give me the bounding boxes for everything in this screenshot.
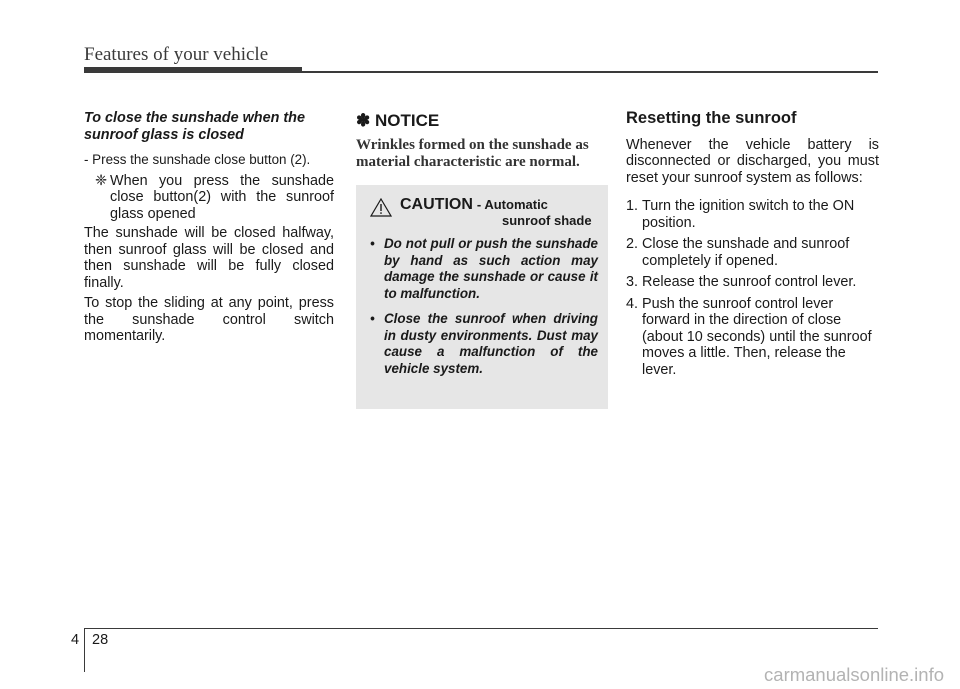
caution-box (356, 185, 608, 409)
caution-item (370, 236, 598, 302)
bullet: • (370, 311, 375, 326)
note-text: When you press the sunshade close button(2) with the sunroof glass opened (110, 172, 334, 222)
caution-item (370, 311, 598, 377)
resetting-sunroof-heading: Resetting the sunroof (626, 109, 797, 127)
caution-item-text: Close the sunroof when driving in dusty environments. Dust may cause a malfunction of the vehicle system. (384, 311, 598, 376)
caution-subtitle-line2: sunroof shade (502, 213, 592, 228)
caution-label: CAUTION (400, 195, 473, 213)
stop-sliding-paragraph: To stop the sliding at any point, press the sunshade control switch momentarily. (84, 295, 334, 344)
middle-column (356, 110, 608, 409)
press-button-instruction: - Press the sunshade close button (2). (84, 152, 311, 167)
note-mark: ❈ (95, 172, 108, 189)
step-item (626, 296, 879, 379)
notice-body: Wrinkles formed on the sunshade as material characteristic are normal. (356, 136, 589, 170)
step-number: 1. (626, 198, 639, 214)
right-column (626, 110, 879, 383)
step-text: Close the sunshade and sunroof completely if opened. (642, 236, 850, 269)
warning-triangle-icon (370, 198, 400, 222)
watermark: carmanualsonline.info (764, 664, 944, 685)
step-item (626, 274, 879, 291)
reset-intro: Whenever the vehicle battery is disconnected or discharged, you must reset your sunroof system as follows: (626, 136, 879, 186)
step-item (626, 236, 879, 269)
sunshade-paragraph: The sunshade will be closed halfway, then sunroof glass will be closed and then sunshade will be fully closed finally. (84, 225, 334, 291)
step-number: 4. (626, 295, 639, 312)
close-sunshade-heading: To close the sunshade when the sunroof glass is closed (84, 110, 305, 143)
footer-divider (84, 628, 85, 672)
notice-title: ✽ NOTICE (356, 111, 440, 130)
step-number: 3. (626, 274, 639, 290)
chapter-number: 4 (71, 632, 80, 648)
footer-rule (84, 628, 878, 629)
step-text: Push the sunroof control lever forward in the direction of close (about 10 seconds) until the sunroof moves a little. Then, release the lever. (642, 295, 872, 378)
step-item (626, 198, 879, 231)
caution-header (370, 197, 598, 229)
caution-item-text: Do not pull or push the sunshade by hand as such action may damage the sunshade or cause it to malfunction. (384, 236, 598, 301)
step-text: Turn the ignition switch to the ON position. (642, 198, 855, 231)
caution-subtitle: - Automatic (476, 196, 548, 212)
page-header-title: Features of your vehicle (84, 44, 269, 65)
left-column (84, 110, 334, 349)
note (95, 173, 334, 223)
step-text: Release the sunroof control lever. (642, 274, 857, 290)
header-rule (84, 71, 878, 73)
page-number: 28 (92, 632, 109, 648)
bullet: • (370, 236, 375, 251)
step-number: 2. (626, 236, 639, 252)
